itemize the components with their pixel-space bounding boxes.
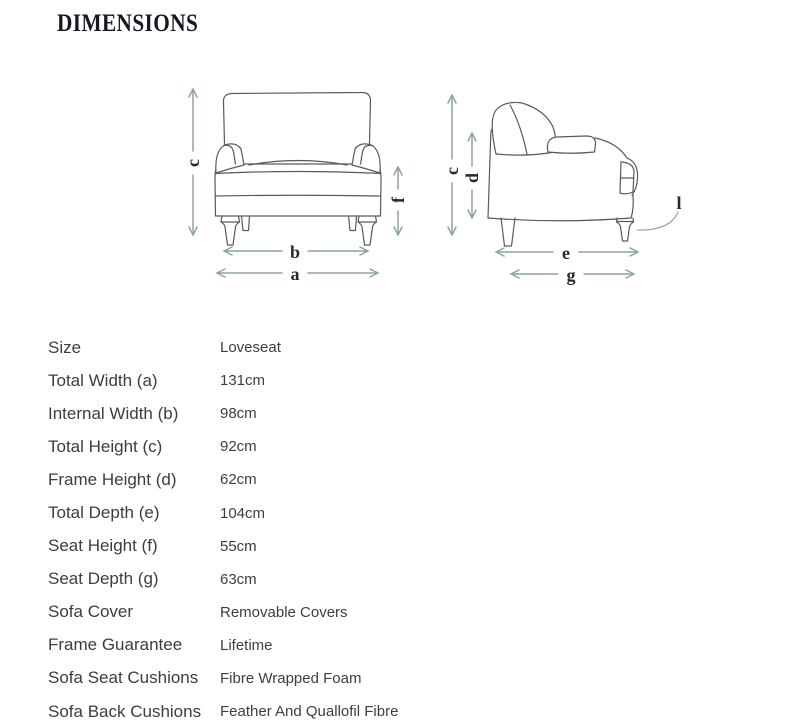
spec-label: Internal Width (b) [48, 403, 179, 423]
leg-callout-line [637, 212, 678, 230]
spec-label: Frame Height (d) [48, 469, 177, 489]
page-title: DIMENSIONS [57, 10, 199, 37]
spec-value: Removable Covers [220, 603, 348, 621]
spec-label: Sofa Seat Cushions [48, 668, 199, 688]
spec-value: Loveseat [220, 339, 281, 357]
dimension-arrow-f [388, 167, 408, 235]
spec-value: 98cm [220, 405, 257, 423]
spec-value: Lifetime [220, 636, 273, 654]
spec-row-sofa-cover [48, 596, 518, 629]
spec-label: Seat Depth (g) [48, 569, 159, 589]
dimension-label-c-side: c [442, 167, 462, 175]
spec-row-seat-depth [48, 563, 518, 596]
spec-row-total-height [48, 430, 518, 463]
dimension-arrow-a [217, 264, 378, 284]
dimension-label-f: f [388, 197, 408, 203]
spec-label: Seat Height (f) [48, 536, 158, 556]
spec-label: Size [48, 337, 82, 357]
dimension-label-c-front: c [183, 159, 203, 167]
spec-row-seat-height [48, 530, 518, 563]
spec-row-frame-guarantee [48, 629, 518, 662]
dimension-arrow-d [462, 133, 482, 218]
sofa-side-outline [488, 102, 638, 246]
dimension-label-g: g [566, 265, 576, 285]
spec-value: 131cm [220, 372, 266, 390]
dimension-arrow-b [224, 242, 368, 262]
dimension-label-a: a [290, 264, 300, 284]
spec-label: Total Width (a) [48, 370, 158, 390]
spec-row-seat-cushions [48, 662, 518, 695]
spec-value: 62cm [220, 471, 257, 489]
spec-label: Total Height (c) [48, 436, 163, 456]
spec-value: 63cm [220, 570, 257, 588]
spec-row-back-cushions [48, 695, 518, 728]
spec-label: Sofa Cover [48, 602, 134, 622]
spec-row-internal-width [48, 397, 518, 430]
dimension-arrow-c-side [442, 95, 462, 235]
dimensions-spec-table [48, 331, 518, 728]
spec-value: Fibre Wrapped Foam [220, 669, 362, 687]
spec-label: Total Depth (e) [48, 503, 160, 523]
spec-row-frame-height [48, 463, 518, 496]
dimension-label-d: d [462, 172, 482, 184]
spec-value: 104cm [220, 504, 266, 522]
dimension-arrow-g [511, 265, 634, 285]
dimension-label-l: l [676, 193, 682, 213]
spec-label: Sofa Back Cushions [48, 701, 202, 721]
sofa-side-view-diagram [438, 70, 713, 305]
spec-row-total-depth [48, 496, 518, 529]
dimension-label-b: b [289, 242, 301, 262]
spec-value: Feather And Quallofil Fibre [220, 703, 399, 721]
spec-label: Frame Guarantee [48, 635, 183, 655]
sofa-front-view-diagram [178, 72, 428, 304]
spec-row-total-width [48, 364, 518, 397]
sofa-front-outline [215, 92, 381, 245]
spec-value: 55cm [220, 537, 257, 555]
dimension-arrow-e [496, 243, 638, 263]
spec-row-size [48, 331, 518, 364]
spec-value: 92cm [220, 438, 257, 456]
dimension-arrow-c-front [183, 89, 203, 235]
dimension-label-e: e [562, 243, 570, 263]
